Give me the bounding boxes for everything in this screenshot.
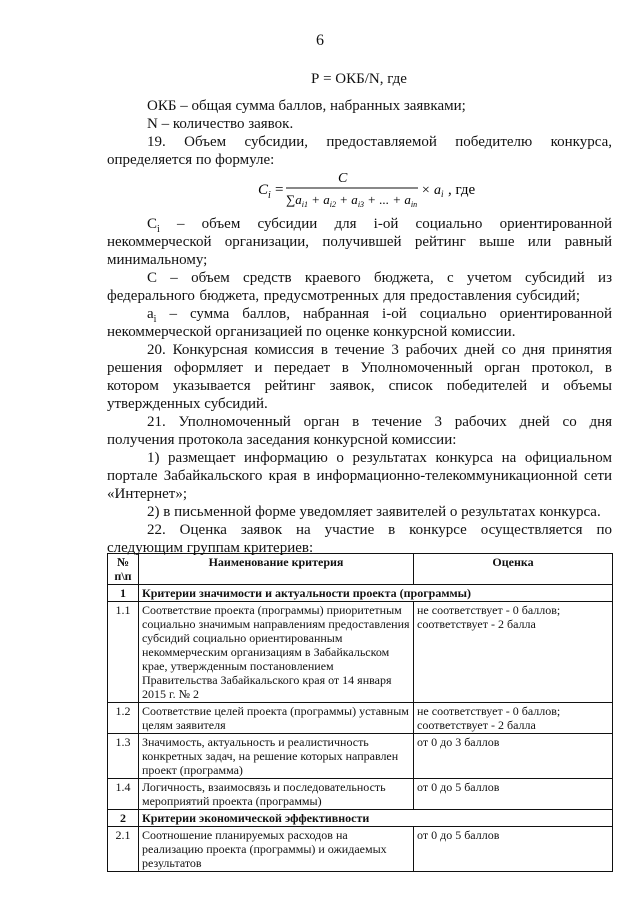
formula-lhs: C — [258, 182, 269, 198]
row-criterion: Логичность, взаимосвязь и последовательность мероприятий проекта (программы) — [139, 779, 414, 810]
p21-item-1-line-1: 1) размещает информацию о результатах конкурса на официальном — [147, 450, 612, 466]
row-number: 2.1 — [108, 827, 139, 872]
p19-line-1: 19. Объем субсидии, предоставляемой победителю конкурса, — [147, 134, 612, 150]
p21-line-1: 21. Уполномоченный орган в течение 3 рабочих дней со дня — [147, 414, 612, 430]
row-score: от 0 до 3 баллов — [414, 734, 613, 779]
section-title: Критерии экономической эффективности — [139, 810, 613, 827]
row-score: от 0 до 5 баллов — [414, 779, 613, 810]
section-title: Критерии значимости и актуальности проекта (программы) — [139, 585, 613, 602]
formula-multiplier: × $a_i$ — [421, 183, 444, 199]
p22-line-1: 22. Оценка заявок на участие в конкурсе осуществляется по — [147, 522, 612, 538]
formula-where: , где — [448, 182, 476, 198]
p20-line-4: утвержденных субсидий. — [107, 396, 268, 412]
p21-item-1-line-2: портале Забайкальского края в информационно-телекоммуникационной сети — [107, 468, 612, 484]
ai-definition-line-2: некоммерческой организацией по оценке конкурсной комиссии. — [107, 324, 516, 340]
row-number: 1.3 — [108, 734, 139, 779]
ci-definition-line-3: минимальному; — [107, 252, 208, 268]
formula-equals: = — [275, 182, 284, 198]
def-okb: ОКБ – общая сумма баллов, набранных заявками; — [147, 98, 466, 114]
section-row-2 — [108, 810, 613, 827]
row-score: не соответствует - 0 баллов; соответствует - 2 балла — [414, 602, 613, 703]
p21-item-1-line-3: «Интернет»; — [107, 486, 187, 502]
ai-definition-line-1: $a_i$ – сумма баллов, набранная i-ой социально ориентированной — [147, 306, 613, 325]
p20-line-2: решения оформляет и передает в Уполномоченный орган протокол, в — [107, 360, 612, 376]
ci-definition-line-2: некоммерческой организации, получившей рейтинг выше или равный — [107, 234, 612, 250]
row-criterion: Соответствие проекта (программы) приоритетным социально значимым направлениям предоставления субсидий социально ориентированным некоммерческим организациям в Забайкальском крае, утвержденным постановлением Правительства Забайкальского края от 14 января 2015 г. № 2 — [139, 602, 414, 703]
table-header-row — [108, 554, 613, 585]
header-criterion: Наименование критерия — [139, 554, 414, 585]
table-row — [108, 827, 613, 872]
table-row — [108, 703, 613, 734]
table-row — [108, 779, 613, 810]
p22-line-2: следующим группам критериев: — [107, 540, 314, 556]
criteria-table — [107, 553, 613, 872]
row-score: не соответствует - 0 баллов; соответствует - 2 балла — [414, 703, 613, 734]
p20-line-3: котором указывается рейтинг заявок, список победителей и объемы — [107, 378, 612, 394]
section-number: 1 — [108, 585, 139, 602]
c-definition-line-2: федерального бюджета, предусмотренных для предоставления субсидий; — [107, 288, 580, 304]
section-row-1 — [108, 585, 613, 602]
subsidy-formula — [258, 170, 488, 210]
section-number: 2 — [108, 810, 139, 827]
row-number: 1.1 — [108, 602, 139, 703]
table-row — [108, 734, 613, 779]
def-n: N – количество заявок. — [147, 116, 294, 132]
row-number: 1.2 — [108, 703, 139, 734]
ci-definition-line-1: $C_i$ – объем субсидии для i-ой социально ориентированной — [147, 216, 612, 235]
row-criterion: Соответствие целей проекта (программы) уставным целям заявителя — [139, 703, 414, 734]
row-number: 1.4 — [108, 779, 139, 810]
row-criterion: Соотношение планируемых расходов на реализацию проекта (программы) и ожидаемых результатов — [139, 827, 414, 872]
p20-line-1: 20. Конкурсная комиссия в течение 3 рабочих дней со дня принятия — [147, 342, 612, 358]
p21-line-2: получения протокола заседания конкурсной комиссии: — [107, 432, 457, 448]
row-criterion: Значимость, актуальность и реалистичность конкретных задач, на решение которых направлен проект (программа) — [139, 734, 414, 779]
c-definition-line-1: С – объем средств краевого бюджета, с учетом субсидий из — [147, 270, 612, 286]
p21-item-2: 2) в письменной форме уведомляет заявителей о результатах конкурса. — [147, 504, 601, 520]
table-row — [108, 602, 613, 703]
formula-numerator: C — [338, 171, 348, 186]
formula-lhs-sub: i — [268, 190, 271, 201]
page-number: 6 — [316, 32, 324, 49]
formula-p-line: Р = ОКБ/N, где — [311, 71, 407, 87]
formula-denominator: $\sum a_{i1} + a_{i2} + a_{i3}$ + ... + $a_{in}$ — [286, 192, 418, 209]
row-score: от 0 до 5 баллов — [414, 827, 613, 872]
header-score: Оценка — [414, 554, 613, 585]
p19-line-2: определяется по формуле: — [107, 152, 275, 168]
header-number: № п\п — [108, 554, 139, 585]
